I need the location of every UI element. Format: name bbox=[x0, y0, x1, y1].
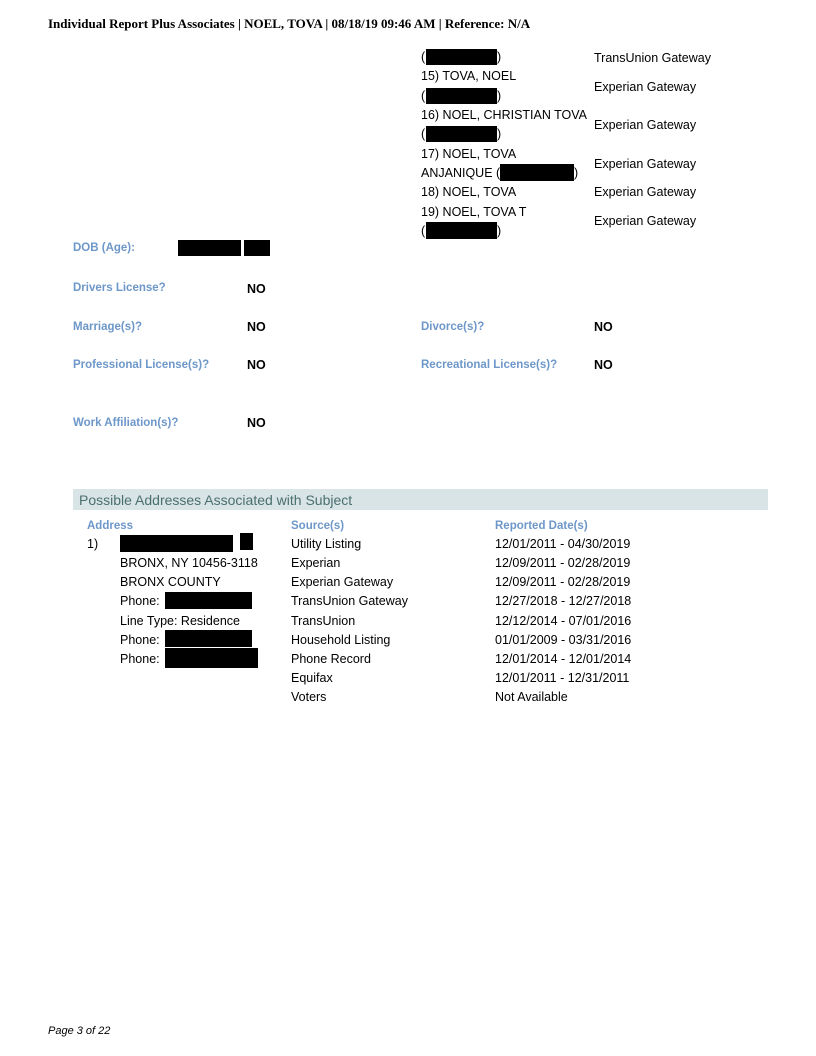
address-line: Phone: bbox=[120, 652, 160, 666]
dob-label: DOB (Age): bbox=[73, 242, 135, 254]
source-item: Equifax bbox=[291, 671, 333, 685]
alias-source: Experian Gateway bbox=[594, 214, 697, 228]
marriage-value: NO bbox=[247, 320, 266, 334]
source-item: TransUnion Gateway bbox=[291, 594, 408, 608]
work-affiliation-label: Work Affiliation(s)? bbox=[73, 417, 179, 429]
alias-source: TransUnion Gateway bbox=[594, 51, 711, 65]
redaction-bar bbox=[120, 535, 233, 552]
alias-name: 16) NOEL, CHRISTIAN TOVA bbox=[421, 108, 588, 122]
alias-name: 19) NOEL, TOVA T bbox=[421, 205, 527, 219]
alias-name: 17) NOEL, TOVA bbox=[421, 147, 517, 161]
redaction-bar bbox=[426, 49, 497, 65]
date-range: 12/01/2011 - 04/30/2019 bbox=[495, 537, 631, 551]
sources-column-header: Source(s) bbox=[291, 520, 345, 532]
redaction-bar bbox=[165, 592, 252, 609]
divorce-label: Divorce(s)? bbox=[421, 321, 485, 333]
alias-source: Experian Gateway bbox=[594, 80, 697, 94]
alias-close-paren: ) bbox=[497, 127, 502, 141]
alias-open-paren: ( bbox=[421, 224, 426, 238]
address-line: BRONX, NY 10456-3118 bbox=[120, 556, 258, 570]
redaction-bar bbox=[240, 533, 253, 550]
address-index: 1) bbox=[87, 537, 99, 551]
report-header: Individual Report Plus Associates | NOEL, TOVA | 08/18/19 09:46 AM | Reference: N/A bbox=[48, 16, 531, 31]
redaction-bar bbox=[426, 88, 497, 104]
source-item: Experian Gateway bbox=[291, 575, 394, 589]
alias-name-cont: ANJANIQUE ( bbox=[421, 166, 501, 180]
date-range: 12/12/2014 - 07/01/2016 bbox=[495, 614, 632, 628]
date-range: 12/01/2014 - 12/01/2014 bbox=[495, 652, 632, 666]
redaction-bar bbox=[165, 630, 252, 647]
drivers-license-value: NO bbox=[247, 282, 266, 296]
redaction-bar bbox=[500, 164, 574, 181]
address-line: BRONX COUNTY bbox=[120, 575, 221, 589]
redaction-bar bbox=[244, 240, 270, 256]
date-range: 12/27/2018 - 12/27/2018 bbox=[495, 594, 632, 608]
divorce-value: NO bbox=[594, 320, 613, 334]
marriage-label: Marriage(s)? bbox=[73, 321, 143, 333]
source-item: TransUnion bbox=[291, 614, 356, 628]
date-range: 12/09/2011 - 02/28/2019 bbox=[495, 556, 631, 570]
date-range: Not Available bbox=[495, 690, 568, 704]
redaction-bar bbox=[165, 648, 258, 668]
alias-source: Experian Gateway bbox=[594, 185, 697, 199]
address-line: Phone: bbox=[120, 633, 160, 647]
redaction-bar bbox=[178, 240, 241, 256]
date-range: 12/09/2011 - 02/28/2019 bbox=[495, 575, 631, 589]
professional-license-label: Professional License(s)? bbox=[73, 359, 210, 371]
source-item: Utility Listing bbox=[291, 537, 362, 551]
recreational-license-value: NO bbox=[594, 358, 613, 372]
alias-open-paren: ( bbox=[421, 127, 426, 141]
source-item: Household Listing bbox=[291, 633, 391, 647]
alias-open-paren: ( bbox=[421, 89, 426, 103]
dates-column-header: Reported Date(s) bbox=[495, 520, 588, 532]
date-range: 01/01/2009 - 03/31/2016 bbox=[495, 633, 632, 647]
source-item: Voters bbox=[291, 690, 327, 704]
work-affiliation-value: NO bbox=[247, 416, 266, 430]
alias-source: Experian Gateway bbox=[594, 118, 697, 132]
recreational-license-label: Recreational License(s)? bbox=[421, 359, 558, 371]
alias-name: 18) NOEL, TOVA bbox=[421, 185, 517, 199]
address-column-header: Address bbox=[87, 520, 134, 532]
alias-close-paren: ) bbox=[497, 89, 502, 103]
drivers-license-label: Drivers License? bbox=[73, 282, 166, 294]
section-title: Possible Addresses Associated with Subject bbox=[79, 492, 353, 508]
professional-license-value: NO bbox=[247, 358, 266, 372]
page-number: Page 3 of 22 bbox=[48, 1025, 111, 1037]
alias-close-paren: ) bbox=[574, 166, 579, 180]
alias-source: Experian Gateway bbox=[594, 157, 697, 171]
redaction-bar bbox=[426, 222, 497, 239]
address-line: Phone: bbox=[120, 594, 160, 608]
source-item: Phone Record bbox=[291, 652, 371, 666]
alias-close-paren: ) bbox=[497, 224, 502, 238]
redaction-bar bbox=[426, 126, 497, 142]
alias-name: 15) TOVA, NOEL bbox=[421, 69, 517, 83]
address-line: Line Type: Residence bbox=[120, 614, 240, 628]
date-range: 12/01/2011 - 12/31/2011 bbox=[495, 671, 630, 685]
alias-open-paren: ( bbox=[421, 50, 426, 64]
alias-close-paren: ) bbox=[497, 50, 502, 64]
source-item: Experian bbox=[291, 556, 341, 570]
